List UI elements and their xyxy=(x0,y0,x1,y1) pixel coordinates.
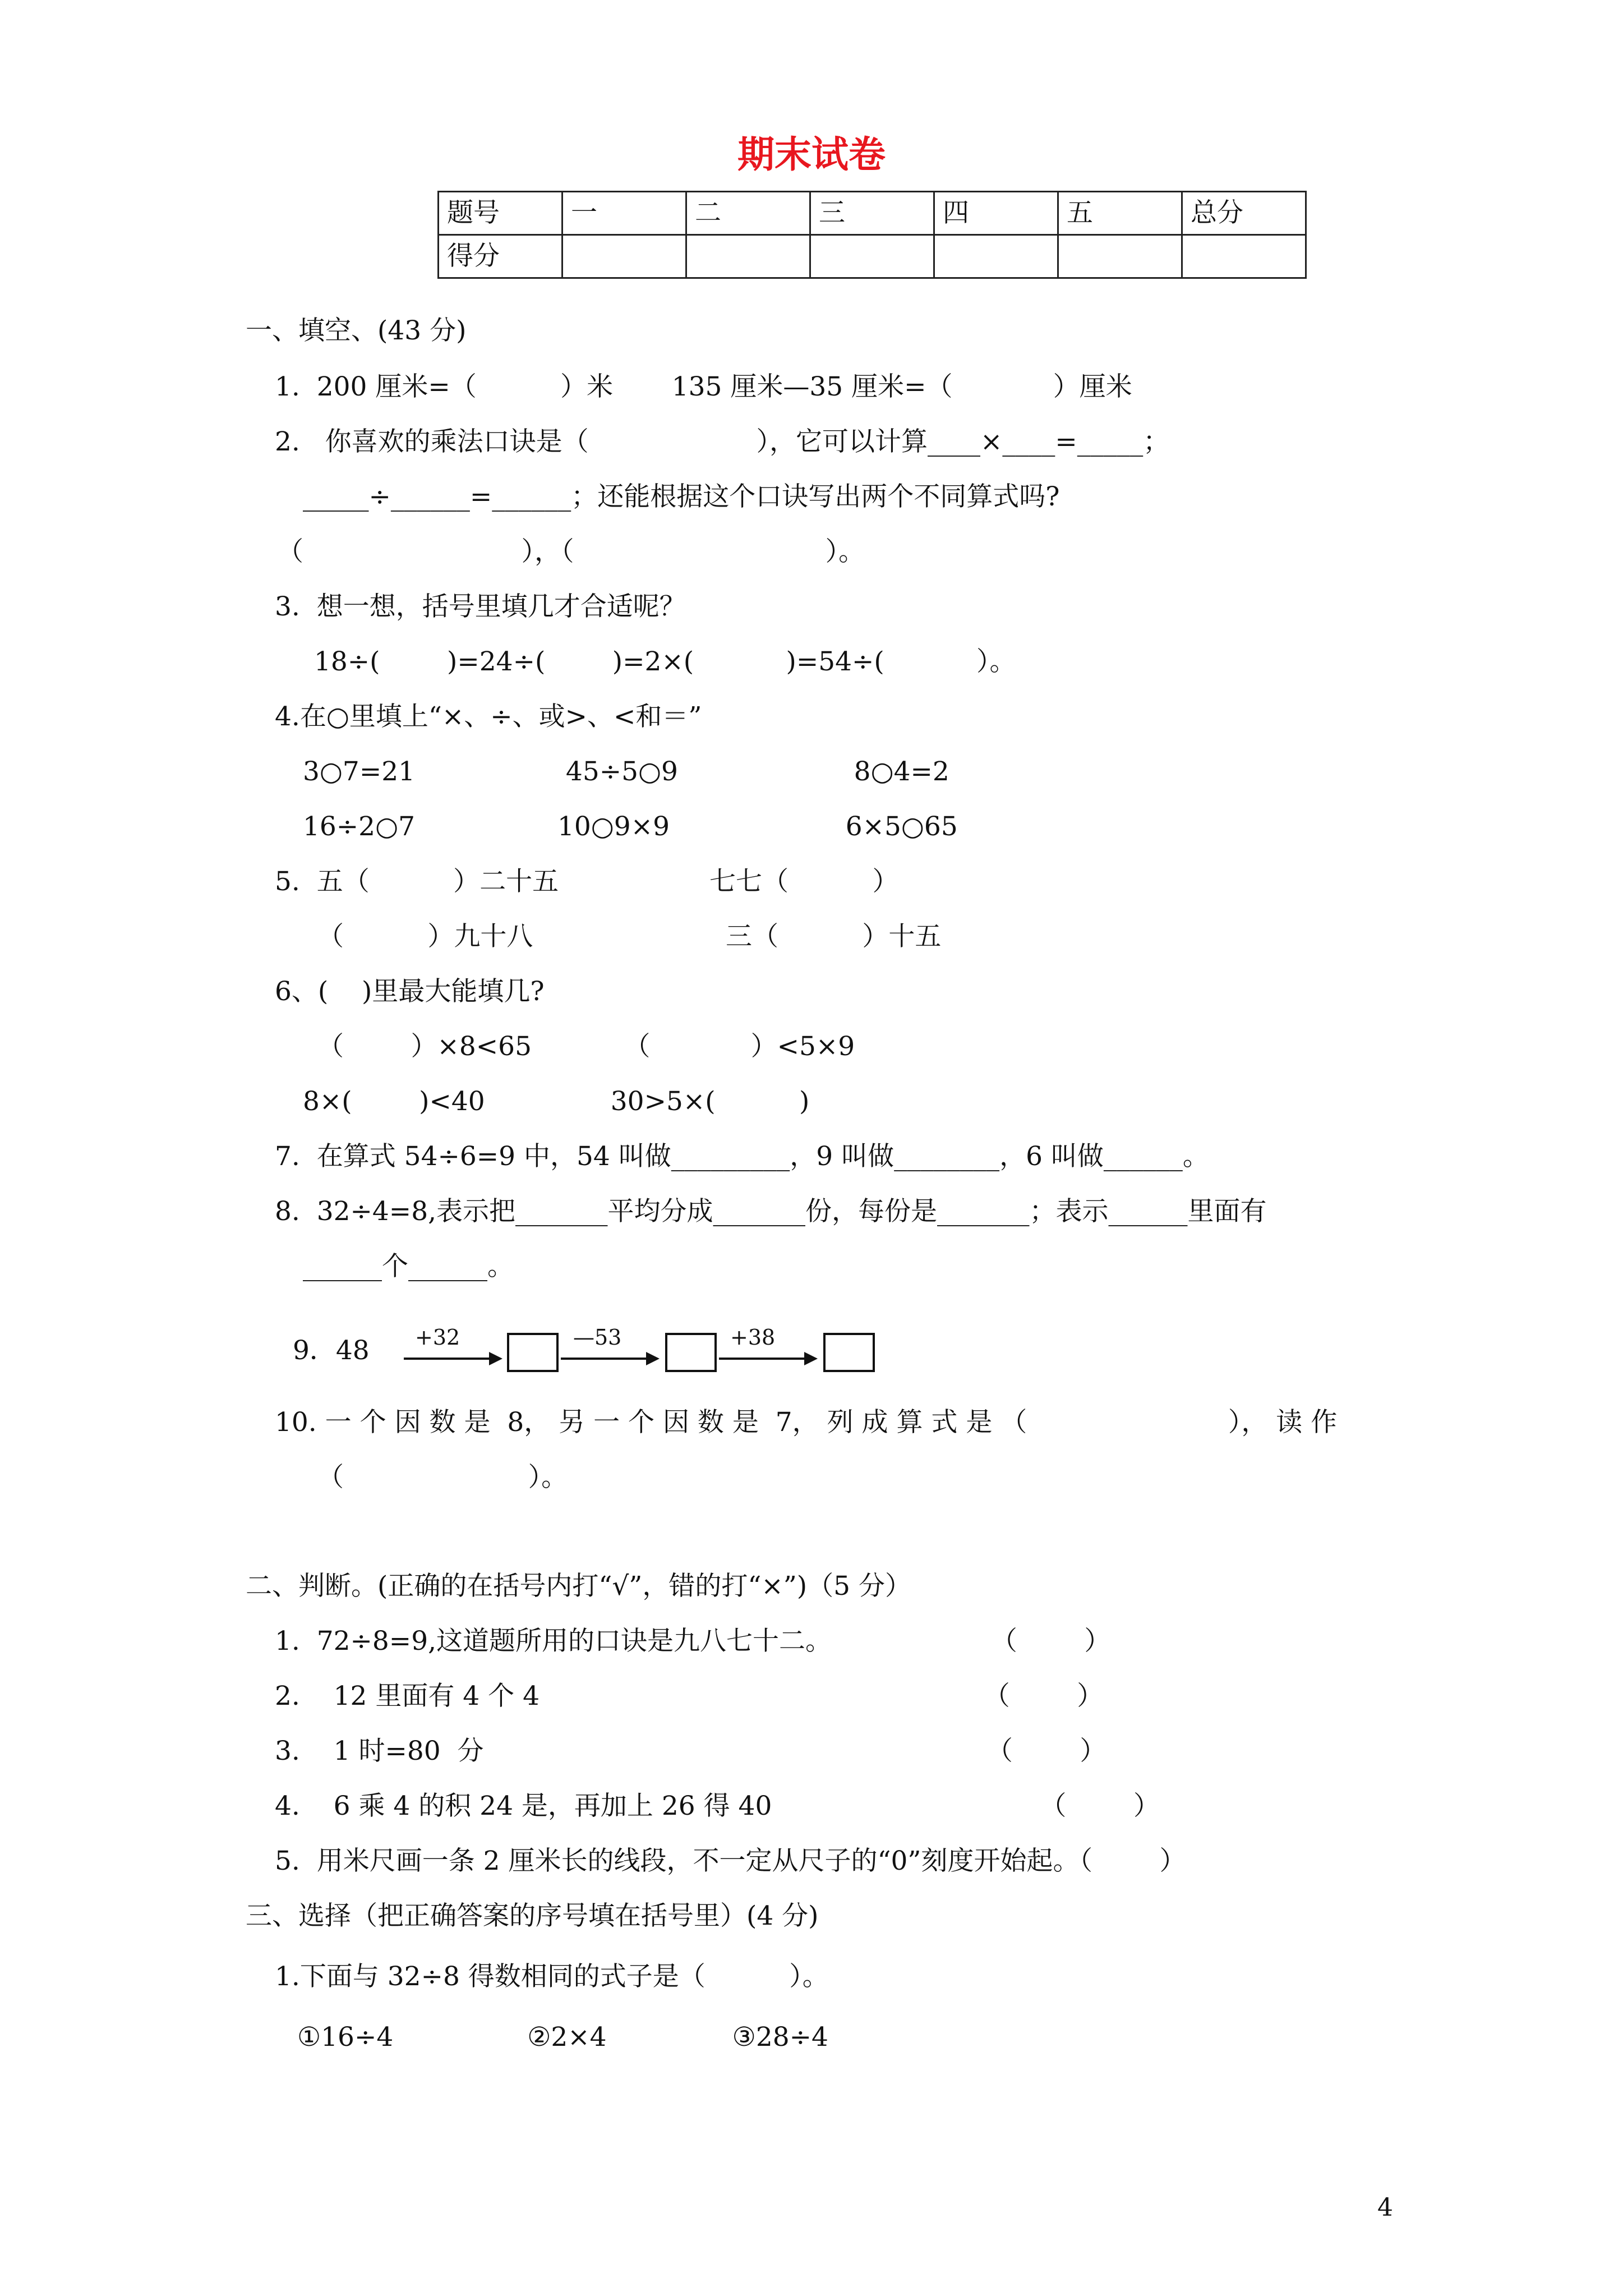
question-9-label: 9．48 xyxy=(293,1335,370,1366)
question-6-line-2: （ ）×8<65 （ ）<5×9 xyxy=(317,1031,855,1062)
judgement-item: 4. 6 乘 4 的积 24 是，再加上 26 得 40 （ ） xyxy=(275,1791,1160,1821)
table-cell: 一 xyxy=(562,192,686,235)
score-table-score-row xyxy=(439,235,1306,278)
question-10-line-1: 10. 一 个 因 数 是 8， 另 一 个 因 数 是 7， 列 成 算 式 是 （ ）， 读 作 xyxy=(275,1407,1338,1438)
score-input-cell[interactable] xyxy=(562,235,686,278)
page-number: 4 xyxy=(1377,2193,1393,2222)
question-1: 1. 200 厘米=（ ）米 135 厘米—35 厘米=（ ）厘米 xyxy=(275,371,1132,402)
question-5-line-1: 5. 五（ ）二十五 七七（ ） xyxy=(275,866,899,897)
answer-box[interactable] xyxy=(665,1333,717,1372)
question-7: 7. 在算式 54÷6=9 中，54 叫做_________，9 叫做________，6 叫做______。 xyxy=(275,1141,1209,1172)
score-input-cell[interactable] xyxy=(1182,235,1306,278)
question-5-line-2: （ ）九十八 三（ ）十五 xyxy=(317,921,942,952)
question-3-line-2: 18÷( )=24÷( )=2×( )=54÷( ）。 xyxy=(314,646,1016,677)
table-cell: 四 xyxy=(934,192,1058,235)
question-6-line-3: 8×( )<40 30>5×( ) xyxy=(303,1086,810,1117)
question-10-line-2: （ ）。 xyxy=(317,1462,568,1493)
judgement-item: 1. 72÷8=9,这道题所用的口诀是九八七十二。 （ ） xyxy=(275,1626,1111,1657)
answer-box[interactable] xyxy=(823,1333,875,1372)
score-input-cell[interactable] xyxy=(934,235,1058,278)
question-4-line-1: 4.在○里填上“×、÷、或>、<和＝” xyxy=(275,701,702,732)
table-cell: 题号 xyxy=(439,192,562,235)
right-arrow-icon xyxy=(561,1358,657,1360)
score-input-cell[interactable] xyxy=(810,235,934,278)
score-input-cell[interactable] xyxy=(686,235,810,278)
question-3-line-1: 3. 想一想，括号里填几才合适呢？ xyxy=(275,591,686,622)
score-input-cell[interactable] xyxy=(1058,235,1182,278)
section2-heading: 二、判断。(正确的在括号内打“√”，错的打“×”)（5 分） xyxy=(246,1571,911,1602)
q9-op-label: —53 xyxy=(573,1325,622,1350)
score-table xyxy=(437,191,1307,279)
table-cell: 二 xyxy=(686,192,810,235)
judgement-item: 2. 12 里面有 4 个 4 （ ） xyxy=(275,1681,1104,1711)
table-cell: 五 xyxy=(1058,192,1182,235)
score-table-header-row xyxy=(439,192,1306,235)
question-2-line-3: （ ），（ ）。 xyxy=(277,536,865,567)
question-8-line-2: ______个______。 xyxy=(303,1251,514,1282)
question-4-line-3: 16÷2○7 10○9×9 6×5○65 xyxy=(303,811,958,842)
answer-box[interactable] xyxy=(507,1333,559,1372)
q9-op-label: +32 xyxy=(415,1325,460,1350)
question-6-line-1: 6、( )里最大能填几? xyxy=(275,976,545,1007)
question-2-line-2: _____÷______=______；还能根据这个口诀写出两个不同算式吗? xyxy=(303,481,1060,512)
table-cell: 三 xyxy=(810,192,934,235)
question-4-line-2: 3○7=21 45÷5○9 8○4=2 xyxy=(303,756,949,787)
judgement-item: 3. 1 时=80 分 （ ） xyxy=(275,1736,1106,1766)
right-arrow-icon xyxy=(719,1358,815,1360)
q9-op-label: +38 xyxy=(730,1325,776,1350)
question-2-line-1: 2. 你喜欢的乘法口诀是（ ），它可以计算____×____=_____； xyxy=(275,426,1170,457)
judgement-item: 5. 用米尺画一条 2 厘米长的线段，不一定从尺子的“0”刻度开始起。（ ） xyxy=(275,1846,1186,1876)
choice-options: ①16÷4 ②2×4 ③28÷4 xyxy=(297,2022,828,2053)
question-8-line-1: 8. 32÷4=8,表示把_______平均分成_______份，每份是_______；表示______里面有 xyxy=(275,1196,1267,1227)
table-cell: 总分 xyxy=(1182,192,1306,235)
table-cell: 得分 xyxy=(439,235,562,278)
section1-heading: 一、填空、(43 分) xyxy=(246,315,467,346)
page-title: 期末试卷 xyxy=(737,133,886,176)
choice-question-1: 1.下面与 32÷8 得数相同的式子是（ ）。 xyxy=(275,1961,829,1992)
section3-heading: 三、选择（把正确答案的序号填在括号里）(4 分) xyxy=(246,1901,819,1931)
right-arrow-icon xyxy=(404,1358,500,1360)
